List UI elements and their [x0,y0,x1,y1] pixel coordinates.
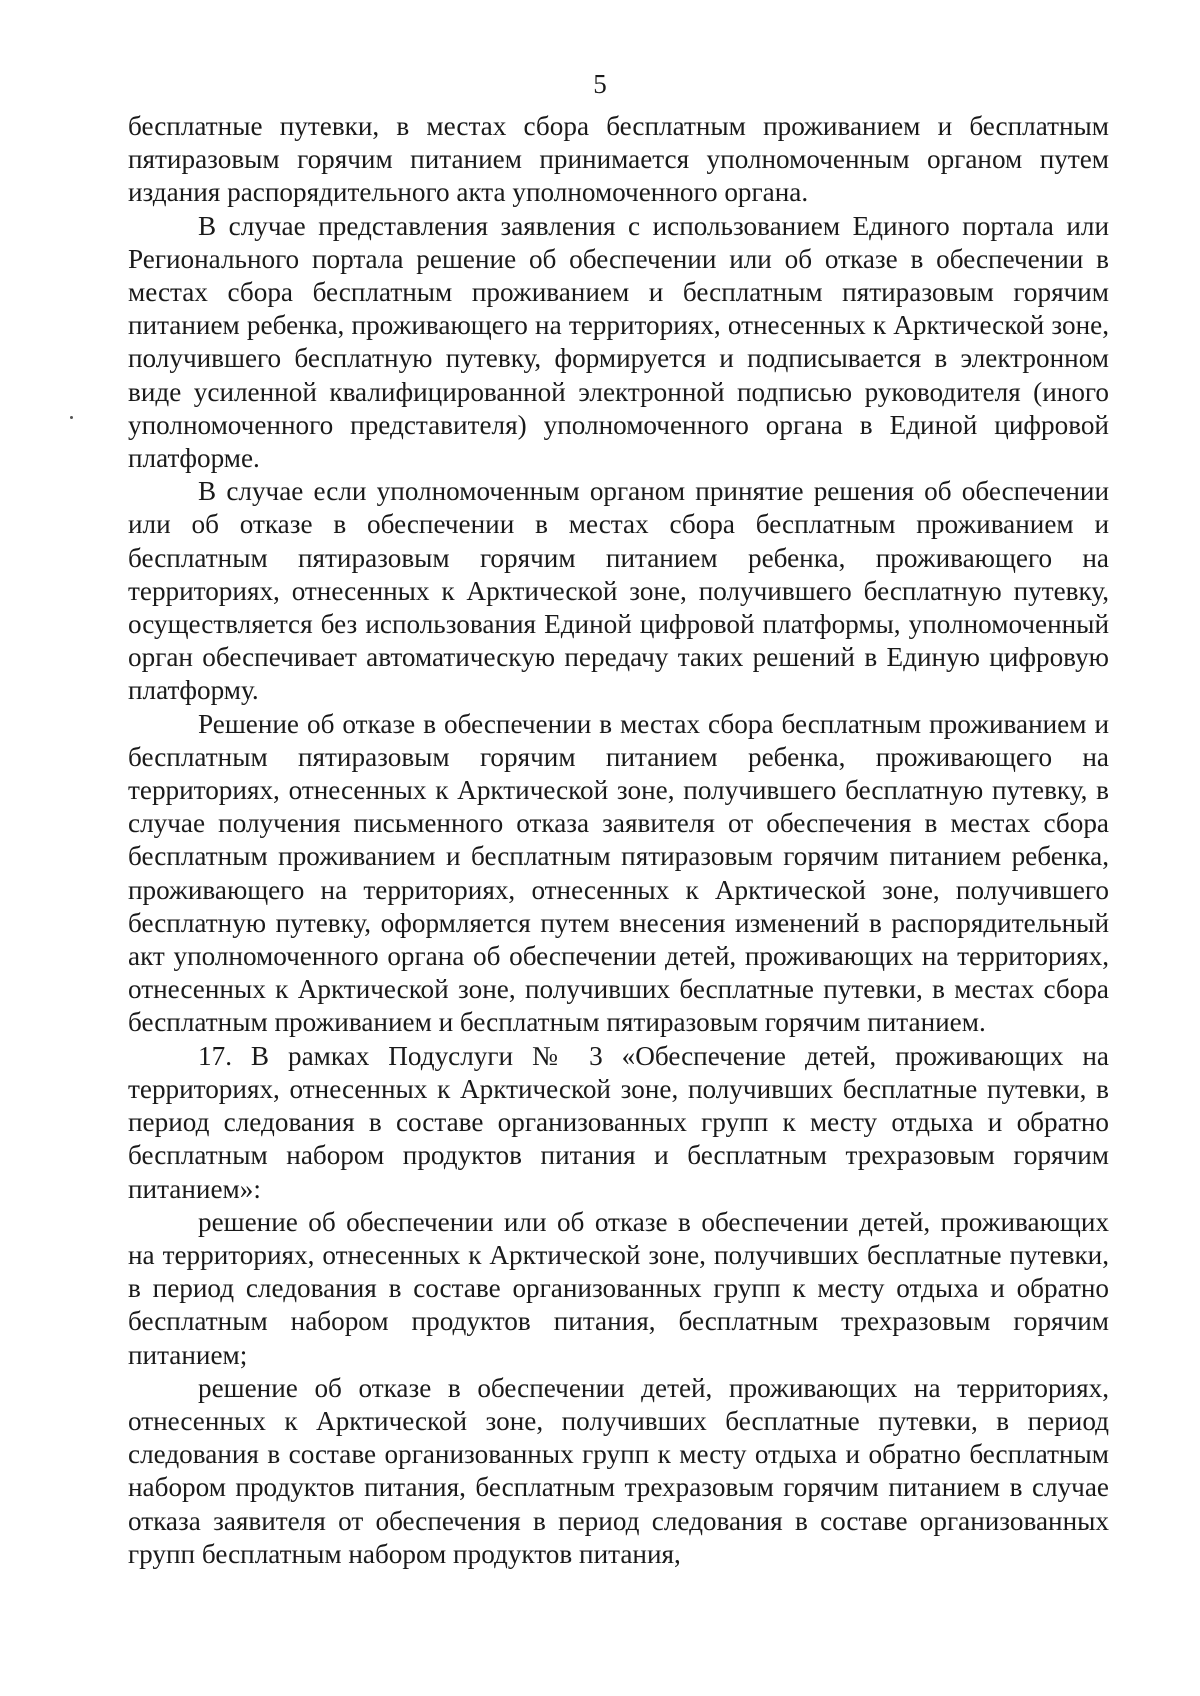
paragraph-decision-provision: решение об обеспечении или об отказе в обеспечении детей, проживающих на территориях, отнесенных к Арктической зоне, получивших бесплатные путевки, в период следования в составе организованных групп к месту отдыха и обратно бесплатным набором продуктов питания, бесплатным трехразовым горячим питанием; [128,1206,1109,1370]
page-number: 5 [593,69,607,99]
paragraph-continuation: бесплатные путевки, в местах сбора бесплатным проживанием и бесплатным пятиразовым горячим питанием принимается уполномоченным органом путем издания распорядительного акта уполномоченного органа. [128,111,1109,208]
document-body [128,110,1109,1571]
paragraph-decision-refusal: решение об отказе в обеспечении детей, проживающих на территориях, отнесенных к Арктической зоне, получивших бесплатные путевки, в период следования в составе организованных групп к месту отдыха и обратно бесплатным набором продуктов питания, бесплатным трехразовым горячим питанием в случае отказа заявителя от обеспечения в период следования в составе организованных групп бесплатным набором продуктов питания, [128,1372,1109,1569]
scan-artifact-dot [70,416,73,419]
paragraph-clause-17: 17. В рамках Подуслуги № 3 «Обеспечение детей, проживающих на территориях, отнесенных к Арктической зоне, получивших бесплатные путевки, в период следования в составе организованных групп к месту отдыха и обратно бесплатным набором продуктов питания и бесплатным трехразовым горячим питанием»: [128,1040,1109,1204]
paragraph-without-platform: В случае если уполномоченным органом принятие решения об обеспечении или об отказе в обеспечении в местах сбора бесплатным проживанием и бесплатным пятиразовым горячим питанием ребенка, проживающего на территориях, отнесенных к Арктической зоне, получившего бесплатную путевку, осуществляется без использования Единой цифровой платформы, уполномоченный орган обеспечивает автоматическую передачу таких решений в Единую цифровую платформу. [128,476,1109,706]
paragraph-refusal-decision: Решение об отказе в обеспечении в местах сбора бесплатным проживанием и бесплатным пятиразовым горячим питанием ребенка, проживающего на территориях, отнесенных к Арктической зоне, получившего бесплатную путевку, в случае получения письменного отказа заявителя от обеспечения в местах сбора бесплатным проживанием и бесплатным пятиразовым горячим питанием ребенка, проживающего на территориях, отнесенных к Арктической зоне, получившего бесплатную путевку, оформляется путем внесения изменений в распорядительный акт уполномоченного органа об обеспечении детей, проживающих на территориях, отнесенных к Арктической зоне, получивших бесплатные путевки, в местах сбора бесплатным проживанием и бесплатным пятиразовым горячим питанием. [128,708,1109,1038]
paragraph-electronic-decision: В случае представления заявления с использованием Единого портала или Регионального портала решение об обеспечении или об отказе в обеспечении в местах сбора бесплатным проживанием и бесплатным пятиразовым горячим питанием ребенка, проживающего на территориях, отнесенных к Арктической зоне, получившего бесплатную путевку, формируется и подписывается в электронном виде усиленной квалифицированной электронной подписью руководителя (иного уполномоченного представителя) уполномоченного органа в Единой цифровой платформе. [128,210,1109,474]
